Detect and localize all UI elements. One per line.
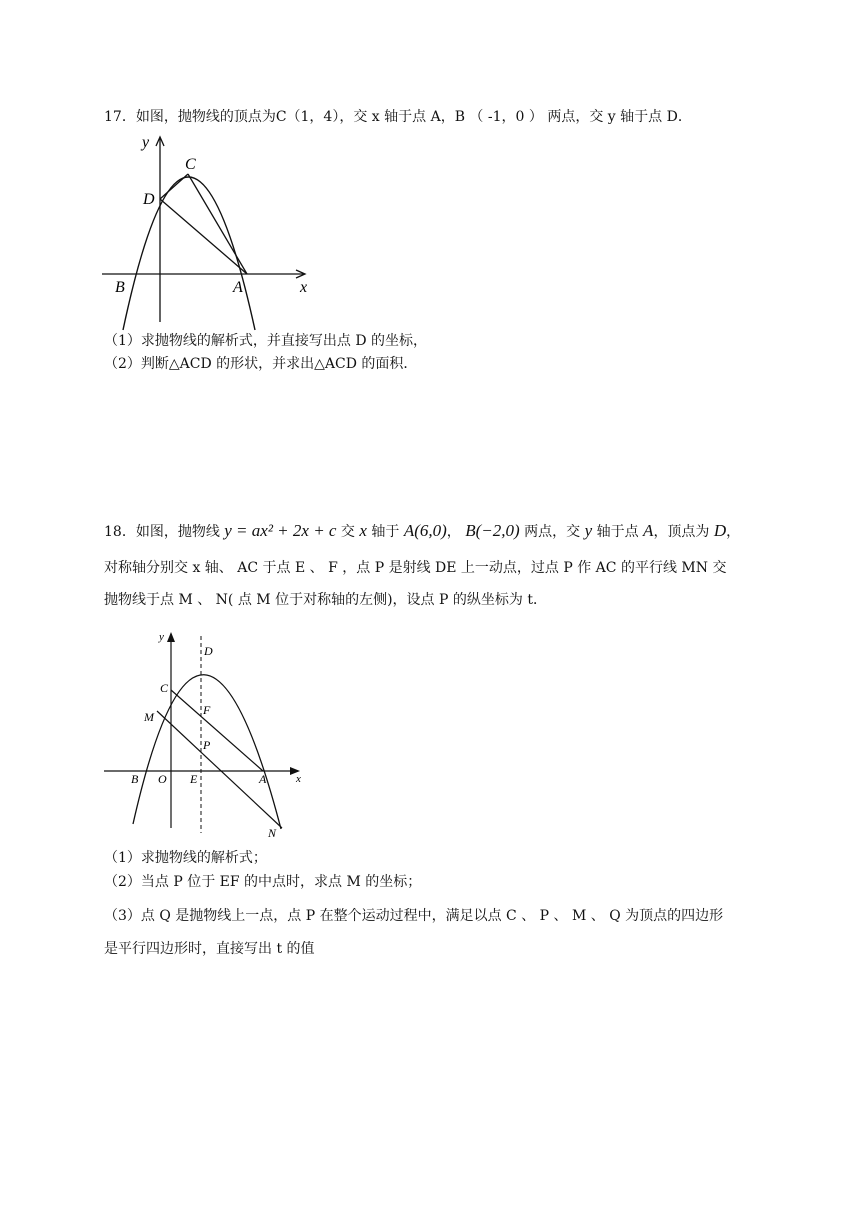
q18-label-N: N (268, 826, 277, 840)
q18-label-B: B (131, 772, 139, 786)
q18-l1-b: 交 (336, 524, 360, 540)
q17-part2: （2）判断△ACD 的形状，并求出△ACD 的面积． (104, 356, 418, 372)
q17-label-A: A (233, 279, 243, 296)
q18-l1-h: ， (726, 524, 741, 540)
q18-l1-x: x (359, 521, 367, 540)
q18-l1-d: ， (446, 524, 466, 540)
q17-line-DC (160, 174, 188, 199)
q18-label-P: P (203, 738, 211, 752)
q18-part3-line1: （3）点 Q 是抛物线上一点，点 P 在整个运动过程中，满足以点 C 、 P 、 M 、 Q 为顶点的四边形 (104, 908, 724, 924)
q18-label-A: A (259, 772, 267, 786)
q18-label-C: C (160, 681, 169, 695)
q17-label-D: D (143, 191, 155, 208)
q18-part2: （2）当点 P 位于 EF 的中点时，求点 M 的坐标； (104, 874, 422, 890)
q18-label-O: O (158, 772, 167, 786)
q18-label-M: M (144, 710, 154, 724)
q18-l1-Apt: A (643, 521, 654, 540)
q18-part1: （1）求抛物线的解析式； (104, 850, 267, 866)
q18-point-B: B(−2,0) (465, 521, 520, 540)
q18-y-arrow (167, 632, 175, 642)
q18-stem-line2: 对称轴分别交 x 轴、 AC 于点 E 、 F ，点 P 是射线 DE 上一动点，过点 P 作 AC 的平行线 MN 交 (104, 560, 727, 576)
q17-label-B: B (115, 279, 125, 296)
q17-figure (100, 132, 330, 332)
q17-label-y: y (142, 134, 150, 151)
q17-stem: 17．如图，抛物线的顶点为C（1，4），交 x 轴于点 A，B （ -1，0 ） 两点，交 y 轴于点 D． (104, 109, 692, 125)
q18-l1-g: ，顶点为 (653, 524, 714, 540)
q18-figure (100, 628, 310, 843)
q17-line-DA (160, 199, 247, 274)
q18-label-D: D (204, 644, 213, 658)
q18-stem-line1 (104, 521, 740, 542)
q18-label-y: y (159, 631, 164, 643)
q18-l1-c: 轴于 (366, 524, 404, 540)
q18-equation: y = ax² + 2x + c (224, 521, 337, 540)
q18-label-F: F (203, 703, 211, 717)
q18-label-E: E (190, 772, 198, 786)
q18-l1-y: y (584, 521, 593, 540)
q17-part1: （1）求抛物线的解析式，并直接写出点 D 的坐标， (104, 333, 428, 349)
q18-l1-a: 18．如图，抛物线 (104, 524, 225, 540)
q18-l1-f: 轴于点 (592, 524, 644, 540)
q18-l1-e: 两点，交 (519, 524, 585, 540)
q17-label-x: x (300, 279, 308, 296)
q18-l1-D: D (713, 521, 727, 540)
q18-stem-line3: 抛物线于点 M 、 N( 点 M 位于对称轴的左侧)，设点 P 的纵坐标为 t． (104, 592, 547, 608)
q18-label-x: x (296, 773, 301, 785)
q17-line-CA (188, 174, 247, 274)
q18-part3-line2: 是平行四边形时，直接写出 t 的值 (104, 941, 315, 957)
q17-label-C: C (185, 156, 196, 173)
q18-point-A: A(6,0) (403, 521, 447, 540)
